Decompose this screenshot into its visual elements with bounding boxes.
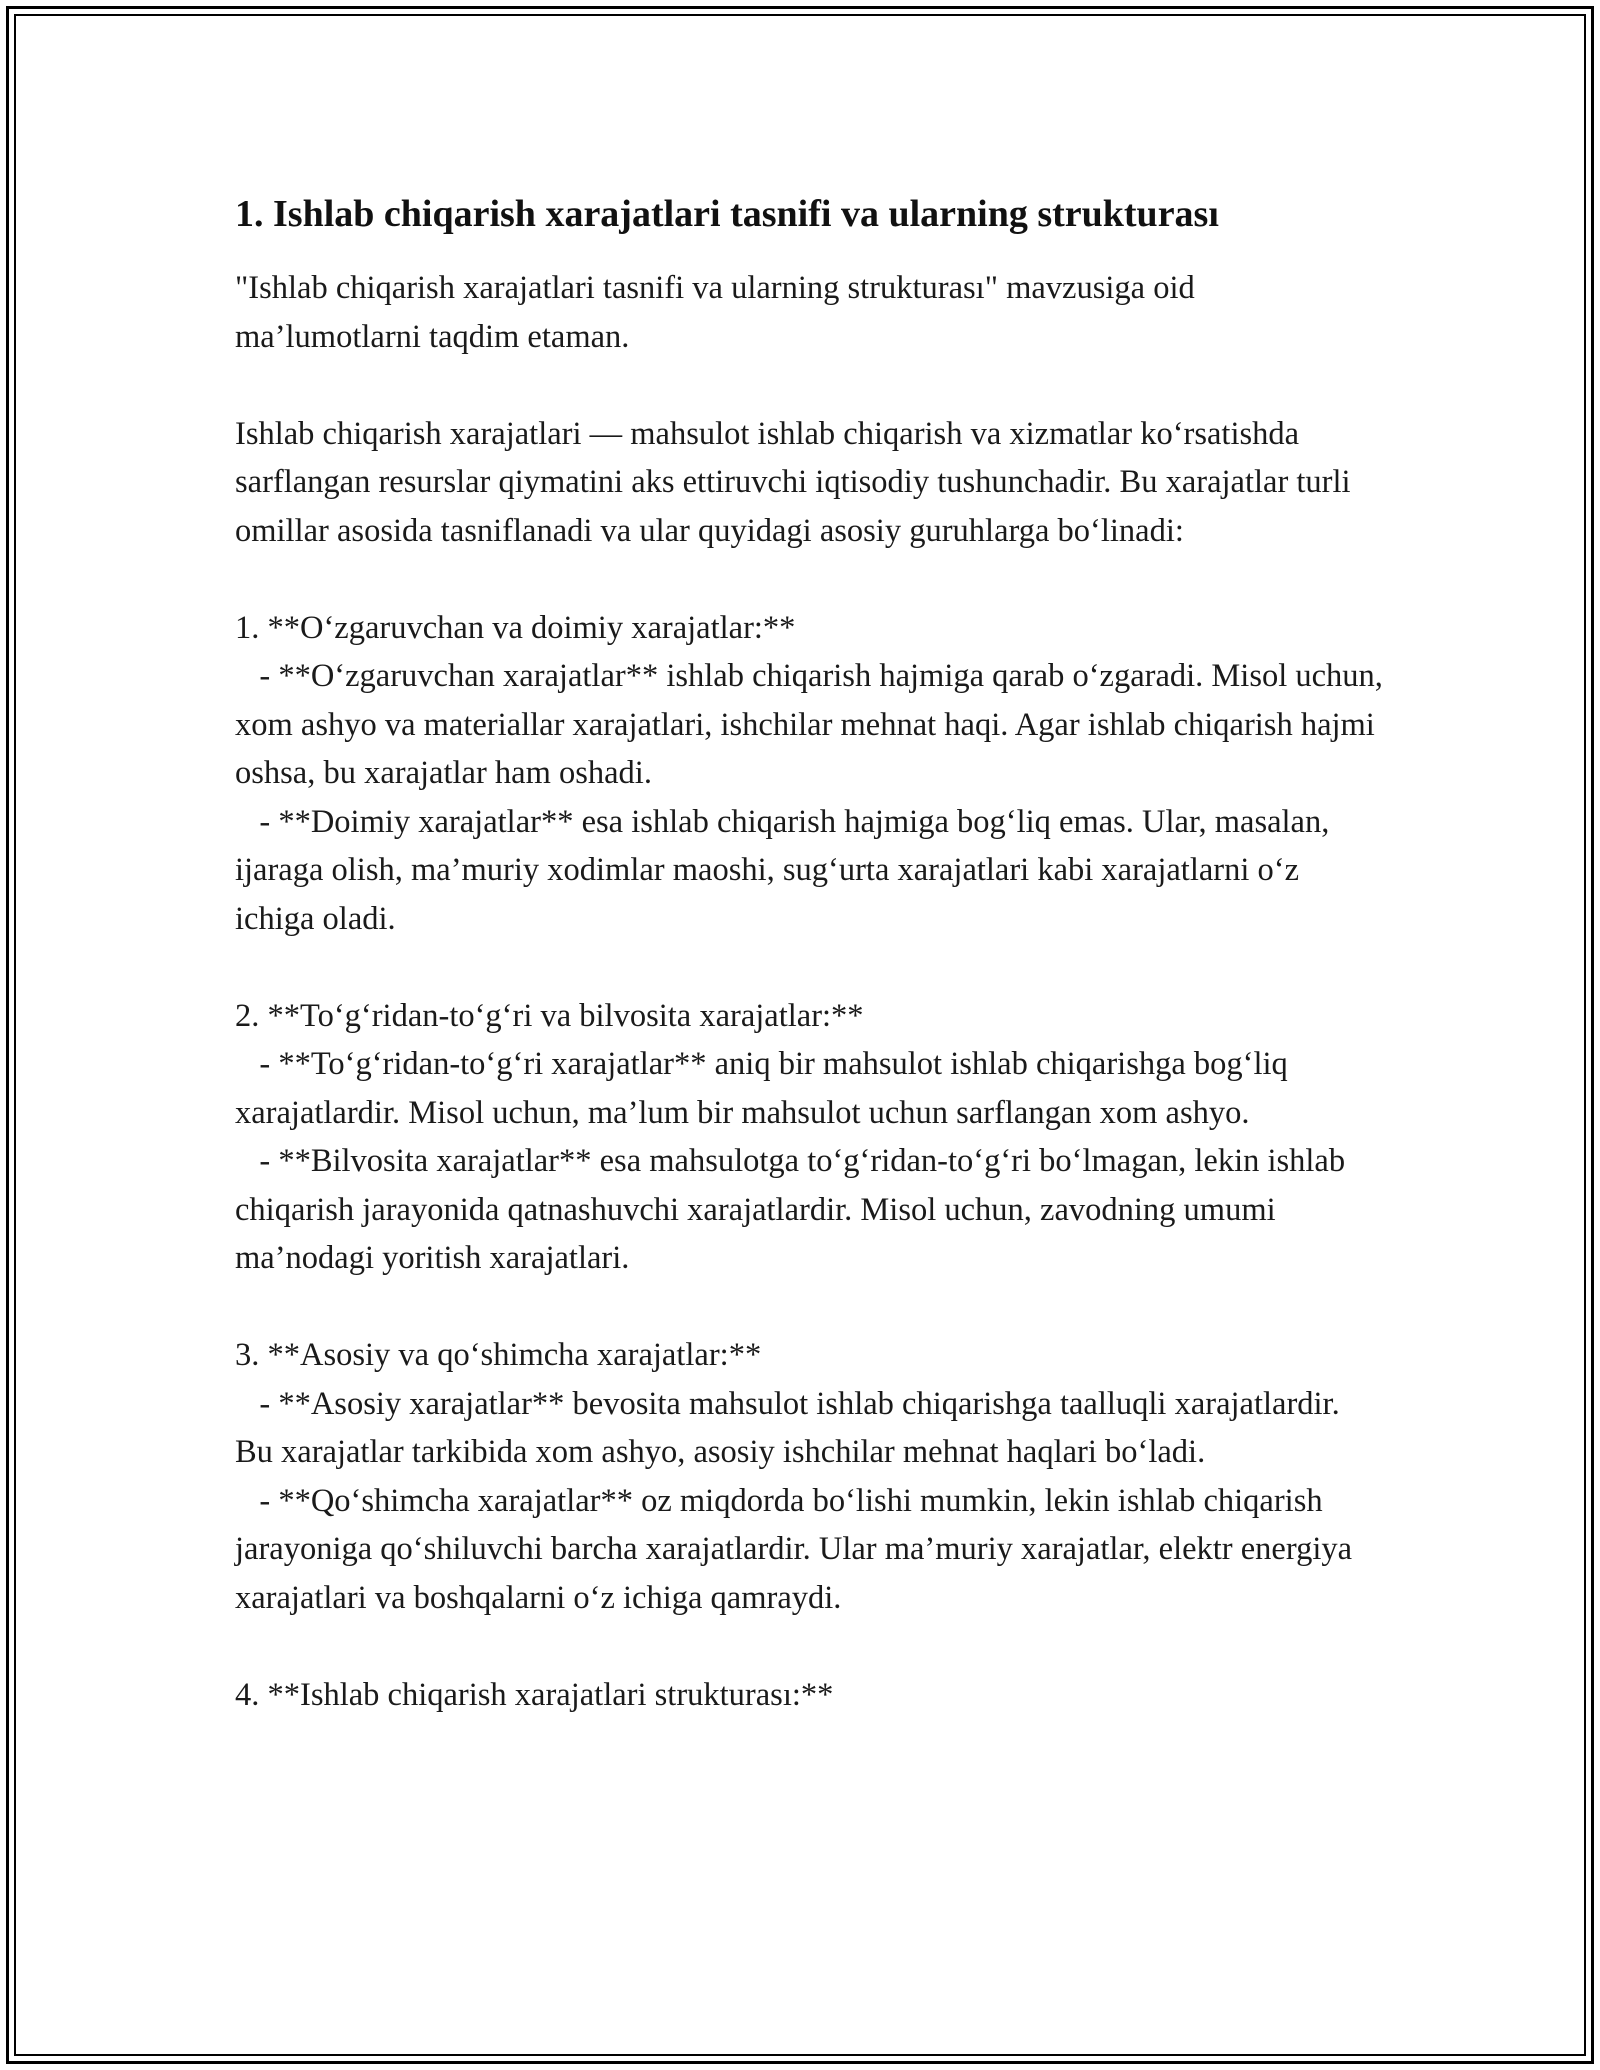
- paragraph-gap: [235, 1622, 1385, 1671]
- section-heading: 1. **O‘zgaruvchan va doimiy xarajatlar:**: [235, 609, 796, 646]
- document-title: 1. Ishlab chiqarish xarajatlari tasnifi va ularning strukturası: [235, 193, 1219, 235]
- paragraph-gap: [235, 361, 1385, 410]
- paragraph-gap: [235, 555, 1385, 604]
- intro-paragraph: "Ishlab chiqarish xarajatlari tasnifi va ularning strukturası" mavzusiga oid ma’lumotlarni taqdim etaman.: [235, 270, 1203, 355]
- section-item: - **O‘zgaruvchan xarajatlar** ishlab chiqarish hajmiga qarab o‘zgaradi. Misol uchun, xom ashyo va materiallar xarajatlari, ishchilar mehnat haqi. Agar ishlab chiqarish hajmi oshsa, bu xarajatlar ham oshadi.: [235, 658, 1392, 791]
- section-item: - **Asosiy xarajatlar** bevosita mahsulot ishlab chiqarishga taalluqli xarajatlardir. Bu xarajatlar tarkibida xom ashyo, asosiy ishchilar mehnat haqlari bo‘ladi.: [235, 1385, 1348, 1470]
- document-body: [235, 186, 1392, 1719]
- paragraph-gap: [235, 943, 1385, 992]
- section-item: - **To‘g‘ridan-to‘g‘ri xarajatlar** aniq bir mahsulot ishlab chiqarishga bog‘liq xarajatlardir. Misol uchun, ma’lum bir mahsulot uchun sarflangan xom ashyo.: [235, 1046, 1296, 1131]
- section-item: - **Qo‘shimcha xarajatlar** oz miqdorda bo‘lishi mumkin, lekin ishlab chiqarish jarayoniga qo‘shiluvchi barcha xarajatlardir. Ular ma’muriy xarajatlar, elektr energiya xarajatlari va boshqalarni o‘z ichiga qamraydi.: [235, 1482, 1361, 1616]
- section-heading: 2. **To‘g‘ridan-to‘g‘ri va bilvosita xarajatlar:**: [235, 997, 864, 1034]
- section-item: - **Bilvosita xarajatlar** esa mahsulotga to‘g‘ridan-to‘g‘ri bo‘lmagan, lekin ishlab chiqarish jarayonida qatnashuvchi xarajatlardir. Misol uchun, zavodning umumi ma’nodagi yoritish xarajatlari.: [235, 1143, 1354, 1276]
- section-heading: 3. **Asosiy va qo‘shimcha xarajatlar:**: [235, 1337, 762, 1373]
- paragraph-gap: [235, 1283, 1385, 1332]
- section-heading: 4. **Ishlab chiqarish xarajatlari strukturası:**: [235, 1676, 834, 1713]
- definition-paragraph: Ishlab chiqarish xarajatlari — mahsulot ishlab chiqarish va xizmatlar ko‘rsatishda sarflangan resurslar qiymatini aks ettiruvchi iqtisodiy tushunchadir. Bu xarajatlar turli omillar asosida tasniflanadi va ular quyidagi asosiy guruhlarga bo‘linadi:: [235, 415, 1359, 549]
- section-item: - **Doimiy xarajatlar** esa ishlab chiqarish hajmiga bog‘liq emas. Ular, masalan, ijaraga olish, ma’muriy xodimlar maoshi, sug‘urta xarajatlari kabi xarajatlarni o‘z ichiga oladi.: [235, 803, 1338, 937]
